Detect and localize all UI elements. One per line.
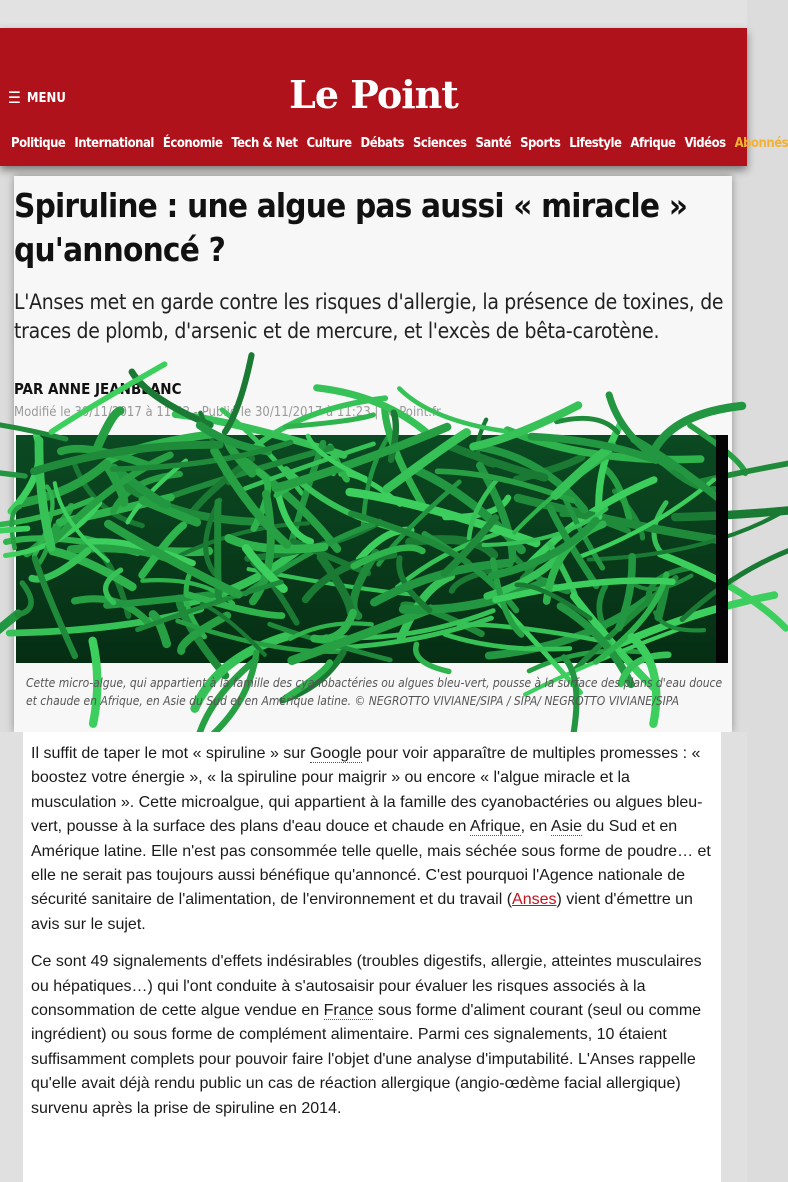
- nav-item-international[interactable]: International: [74, 136, 154, 151]
- algae-strand: [0, 614, 18, 668]
- algae-strand: [557, 418, 618, 432]
- menu-label: MENU: [26, 90, 66, 106]
- site-logo[interactable]: Le Point: [289, 72, 458, 117]
- site-header: [0, 28, 788, 166]
- nav-item-sciences[interactable]: Sciences: [413, 136, 467, 151]
- article-byline[interactable]: PAR ANNE JEANBLANC: [14, 380, 182, 398]
- spirulina-photo: [16, 435, 728, 663]
- link-france[interactable]: France: [323, 1002, 374, 1020]
- nav-item-culture[interactable]: Culture: [306, 136, 352, 151]
- nav-item-afrique[interactable]: Afrique: [630, 136, 676, 151]
- nav-item-sante[interactable]: Santé: [475, 136, 512, 151]
- article-image: [16, 435, 728, 663]
- paragraph-2: Ce sont 49 signalements d'effets indésirables (troubles digestifs, allergie, atteintes musculaires ou hépatiques…) qui l'ont conduite à s'autosaisir pour évaluer les risques associés à la consommation de cette algue vendue en France sous forme d'aliment courant (seul ou comme ingrédient) ou sous forme de complément alimentaire. Parmi ces signalements, 10 étaient suffisamment complets pour pouvoir faire l'objet d'une analyse d'imputabilité. L'Anses rappelle qu'elle avait déjà rendu public un cas de réaction allergique (angio-œdème facial allergique) survenu après la prise de spiruline en 2014.: [31, 953, 702, 1117]
- article-title: Spiruline : une algue pas aussi « miracle » qu'annoncé ?: [14, 186, 688, 269]
- left-gutter: [0, 732, 23, 1182]
- article-header-card: [14, 176, 732, 732]
- right-gutter: [721, 732, 747, 1182]
- link-afrique[interactable]: Afrique: [469, 818, 521, 836]
- nav-item-lifestyle[interactable]: Lifestyle: [569, 136, 622, 151]
- main-nav: [11, 136, 788, 151]
- nav-item-debats[interactable]: Débats: [360, 136, 404, 151]
- article-body: [23, 732, 721, 1182]
- link-asie[interactable]: Asie: [550, 818, 582, 836]
- link-google[interactable]: Google: [309, 745, 362, 762]
- nav-item-tech-net[interactable]: Tech & Net: [231, 136, 298, 151]
- image-caption: Cette micro-algue, qui appartient à la famille des cyanobactéries ou algues bleu-vert, pousse à la surface des plans d'eau douce et chaude en Afrique, en Asie du Sud et en Amérique latine. © NEGROTTO VIVIANE/SIPA / SIPA/ NEGROTTO VIVIANE/SIPA: [26, 676, 723, 708]
- article-dates: Modifié le 30/11/2017 à 11:42 - Publié le 30/11/2017 à 11:23 | Le Point.fr: [14, 405, 441, 420]
- article-standfirst: L'Anses met en garde contre les risques d'allergie, la présence de toxines, de traces de plomb, d'arsenic et de mercure, et l'excès de bêta-carotène.: [14, 290, 724, 343]
- paragraph-1: Il suffit de taper le mot « spiruline » sur Google pour voir apparaître de multiples promesses : « boostez votre énergie », « la spiruline pour maigrir » ou encore « l'algue miracle et la musculation ». Cette microalgue, qui appartient à la famille des cyanobactéries ou algues bleu-vert, pousse à la surface des plans d'eau douce et chaude en Afrique, en Asie du Sud et en Amérique latine. Elle n'est pas consommée telle quelle, mais séchée sous forme de poudre… et elle ne serait pas toujours aussi bénéfique qu'annoncé. C'est pourquoi l'Agence nationale de sécurité sanitaire de l'alimentation, de l'environnement et du travail (Anses) vient d'émettre un avis sur le sujet.: [31, 745, 711, 933]
- hamburger-icon: ☰: [8, 88, 21, 107]
- nav-item-economie[interactable]: Économie: [162, 136, 223, 151]
- nav-item-videos[interactable]: Vidéos: [684, 136, 726, 151]
- nav-item-abonnes[interactable]: Abonnés: [734, 136, 788, 151]
- nav-item-politique[interactable]: Politique: [11, 136, 66, 151]
- nav-item-sports[interactable]: Sports: [520, 136, 561, 151]
- link-anses[interactable]: Anses: [512, 891, 557, 909]
- top-gap: [0, 0, 747, 28]
